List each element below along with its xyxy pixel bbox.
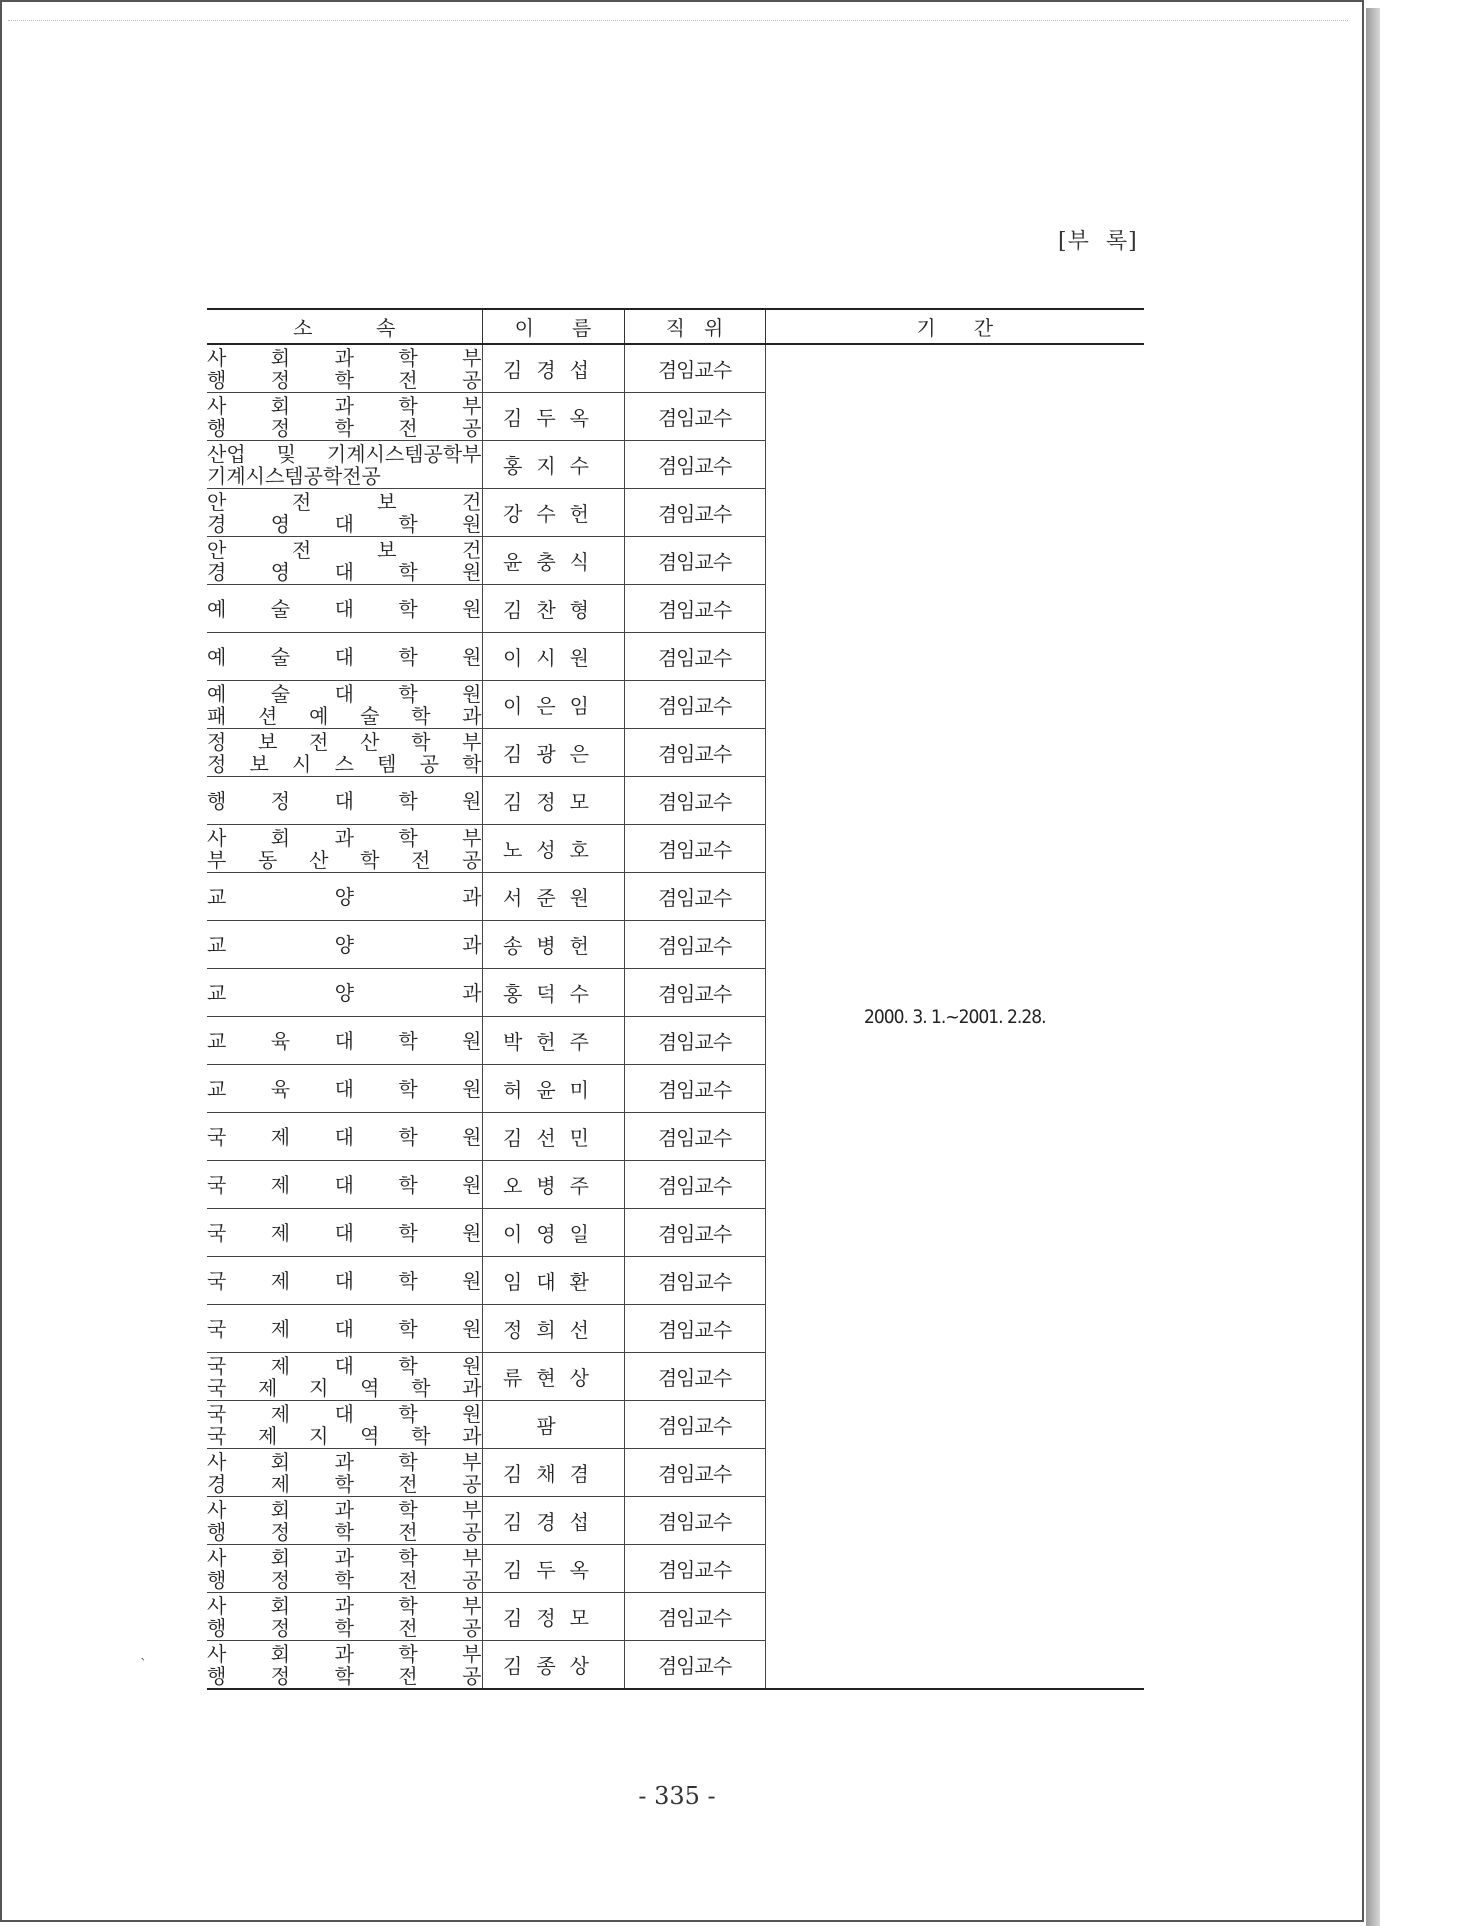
position-cell: 겸임교수 bbox=[624, 825, 765, 873]
position-cell: 겸임교수 bbox=[624, 921, 765, 969]
affiliation-line: 국 제 대 학 원 bbox=[207, 1269, 482, 1292]
affiliation-line: 경 영 대 학 원 bbox=[207, 512, 482, 535]
page-number: - 335 - bbox=[638, 1782, 716, 1810]
affiliation-line: 국 제 대 학 원 bbox=[207, 1317, 482, 1340]
position-cell: 겸임교수 bbox=[624, 729, 765, 777]
affiliation-cell bbox=[207, 1401, 482, 1449]
position-cell: 겸임교수 bbox=[624, 1161, 765, 1209]
affiliation-cell bbox=[207, 873, 482, 921]
affiliation-line: 국 제 지 역 학 과 bbox=[207, 1376, 482, 1399]
period-cell: 2000. 3. 1.~2001. 2.28. bbox=[765, 344, 1144, 1689]
affiliation-line: 국 제 대 학 원 bbox=[207, 1125, 482, 1148]
affiliation-line: 사 회 과 학 부 bbox=[207, 394, 482, 417]
affiliation-line: 예 술 대 학 원 bbox=[207, 682, 482, 705]
name-cell: 팜 bbox=[482, 1401, 624, 1449]
affiliation-line: 행 정 학 전 공 bbox=[207, 1520, 482, 1543]
position-cell: 겸임교수 bbox=[624, 1017, 765, 1065]
affiliation-line: 기계시스템공학전공 bbox=[207, 464, 381, 487]
position-cell: 겸임교수 bbox=[624, 1113, 765, 1161]
affiliation-line: 사 회 과 학 부 bbox=[207, 1546, 482, 1569]
affiliation-line: 부 동 산 학 전 공 bbox=[207, 848, 482, 871]
affiliation-cell bbox=[207, 681, 482, 729]
top-dotted-rule bbox=[8, 20, 1348, 21]
table-body bbox=[207, 344, 1144, 1689]
name-cell: 김정모 bbox=[482, 1593, 624, 1641]
affiliation-cell bbox=[207, 1161, 482, 1209]
affiliation-cell bbox=[207, 1113, 482, 1161]
name-cell: 서준원 bbox=[482, 873, 624, 921]
affiliation-cell bbox=[207, 1497, 482, 1545]
name-cell: 김경섭 bbox=[482, 344, 624, 393]
name-cell: 강수헌 bbox=[482, 489, 624, 537]
position-cell: 겸임교수 bbox=[624, 1209, 765, 1257]
name-cell: 김채겸 bbox=[482, 1449, 624, 1497]
affiliation-line: 행 정 학 전 공 bbox=[207, 368, 482, 391]
affiliation-cell bbox=[207, 393, 482, 441]
position-cell: 겸임교수 bbox=[624, 873, 765, 921]
position-cell: 겸임교수 bbox=[624, 969, 765, 1017]
affiliation-line: 교 양 과 bbox=[207, 933, 482, 956]
affiliation-line: 행 정 학 전 공 bbox=[207, 1616, 482, 1639]
table-row bbox=[207, 344, 1144, 393]
faculty-roster-table bbox=[207, 308, 1144, 1690]
stray-mark: ` bbox=[140, 1657, 147, 1673]
position-cell: 겸임교수 bbox=[624, 1401, 765, 1449]
affiliation-line: 예 술 대 학 원 bbox=[207, 645, 482, 668]
position-cell: 겸임교수 bbox=[624, 1305, 765, 1353]
name-cell: 김종상 bbox=[482, 1641, 624, 1690]
affiliation-line: 사 회 과 학 부 bbox=[207, 1594, 482, 1617]
position-cell: 겸임교수 bbox=[624, 1545, 765, 1593]
name-cell: 김선민 bbox=[482, 1113, 624, 1161]
name-cell: 박헌주 bbox=[482, 1017, 624, 1065]
affiliation-cell bbox=[207, 537, 482, 585]
affiliation-line: 국 제 대 학 원 bbox=[207, 1354, 482, 1377]
name-cell: 김두옥 bbox=[482, 393, 624, 441]
affiliation-line: 사 회 과 학 부 bbox=[207, 1450, 482, 1473]
affiliation-cell bbox=[207, 777, 482, 825]
position-cell: 겸임교수 bbox=[624, 777, 765, 825]
name-cell: 이시원 bbox=[482, 633, 624, 681]
affiliation-cell bbox=[207, 1353, 482, 1401]
position-cell: 겸임교수 bbox=[624, 489, 765, 537]
affiliation-cell bbox=[207, 344, 482, 393]
column-header-position: 직 위 bbox=[624, 309, 765, 344]
affiliation-cell bbox=[207, 1449, 482, 1497]
affiliation-cell bbox=[207, 1257, 482, 1305]
affiliation-line: 예 술 대 학 원 bbox=[207, 597, 482, 620]
affiliation-line: 국 제 대 학 원 bbox=[207, 1173, 482, 1196]
affiliation-cell bbox=[207, 585, 482, 633]
header-row bbox=[207, 309, 1144, 344]
name-cell: 노성호 bbox=[482, 825, 624, 873]
affiliation-cell bbox=[207, 825, 482, 873]
appendix-label: [부 록] bbox=[1058, 229, 1138, 254]
position-cell: 겸임교수 bbox=[624, 441, 765, 489]
affiliation-cell bbox=[207, 729, 482, 777]
column-header-name: 이 름 bbox=[482, 309, 624, 344]
affiliation-line: 국 제 지 역 학 과 bbox=[207, 1424, 482, 1447]
position-cell: 겸임교수 bbox=[624, 1593, 765, 1641]
name-cell: 류현상 bbox=[482, 1353, 624, 1401]
affiliation-line: 사 회 과 학 부 bbox=[207, 346, 482, 369]
name-cell: 이은임 bbox=[482, 681, 624, 729]
name-cell: 오병주 bbox=[482, 1161, 624, 1209]
column-header-affiliation: 소 속 bbox=[207, 309, 482, 344]
affiliation-cell bbox=[207, 1305, 482, 1353]
affiliation-cell bbox=[207, 1209, 482, 1257]
affiliation-cell bbox=[207, 489, 482, 537]
name-cell: 정희선 bbox=[482, 1305, 624, 1353]
affiliation-line: 교 육 대 학 원 bbox=[207, 1077, 482, 1100]
position-cell: 겸임교수 bbox=[624, 633, 765, 681]
name-cell: 윤충식 bbox=[482, 537, 624, 585]
affiliation-cell bbox=[207, 1545, 482, 1593]
affiliation-line: 안 전 보 건 bbox=[207, 490, 482, 513]
position-cell: 겸임교수 bbox=[624, 585, 765, 633]
affiliation-line: 정 보 시 스 템 공 학 bbox=[207, 752, 482, 775]
name-cell: 홍지수 bbox=[482, 441, 624, 489]
position-cell: 겸임교수 bbox=[624, 1257, 765, 1305]
position-cell: 겸임교수 bbox=[624, 1065, 765, 1113]
position-cell: 겸임교수 bbox=[624, 1353, 765, 1401]
name-cell: 김두옥 bbox=[482, 1545, 624, 1593]
position-cell: 겸임교수 bbox=[624, 681, 765, 729]
page-shadow bbox=[1366, 8, 1380, 1926]
affiliation-line: 패 션 예 술 학 과 bbox=[207, 704, 482, 727]
affiliation-line: 정 보 전 산 학 부 bbox=[207, 730, 482, 753]
affiliation-cell bbox=[207, 1641, 482, 1690]
name-cell: 임대환 bbox=[482, 1257, 624, 1305]
affiliation-line: 교 양 과 bbox=[207, 885, 482, 908]
position-cell: 겸임교수 bbox=[624, 537, 765, 585]
affiliation-line: 행 정 학 전 공 bbox=[207, 1568, 482, 1591]
column-header-period: 기 간 bbox=[765, 309, 1144, 344]
affiliation-line: 국 제 대 학 원 bbox=[207, 1402, 482, 1425]
name-cell: 김광은 bbox=[482, 729, 624, 777]
name-cell: 홍덕수 bbox=[482, 969, 624, 1017]
name-cell: 김경섭 bbox=[482, 1497, 624, 1545]
affiliation-cell bbox=[207, 969, 482, 1017]
name-cell: 김찬형 bbox=[482, 585, 624, 633]
name-cell: 송병헌 bbox=[482, 921, 624, 969]
position-cell: 겸임교수 bbox=[624, 1449, 765, 1497]
name-cell: 이영일 bbox=[482, 1209, 624, 1257]
affiliation-line: 사 회 과 학 부 bbox=[207, 1642, 482, 1665]
affiliation-line: 교 양 과 bbox=[207, 981, 482, 1004]
affiliation-line: 안 전 보 건 bbox=[207, 538, 482, 561]
affiliation-line: 산업 및 기계시스템공학부 bbox=[207, 442, 482, 465]
name-cell: 김정모 bbox=[482, 777, 624, 825]
affiliation-cell bbox=[207, 633, 482, 681]
position-cell: 겸임교수 bbox=[624, 1641, 765, 1690]
table-header bbox=[207, 309, 1144, 344]
position-cell: 겸임교수 bbox=[624, 1497, 765, 1545]
position-cell: 겸임교수 bbox=[624, 393, 765, 441]
affiliation-line: 행 정 대 학 원 bbox=[207, 789, 482, 812]
affiliation-cell bbox=[207, 1017, 482, 1065]
affiliation-cell bbox=[207, 921, 482, 969]
affiliation-line: 행 정 학 전 공 bbox=[207, 1664, 482, 1687]
affiliation-line: 교 육 대 학 원 bbox=[207, 1029, 482, 1052]
affiliation-cell bbox=[207, 441, 482, 489]
affiliation-cell bbox=[207, 1593, 482, 1641]
affiliation-cell bbox=[207, 1065, 482, 1113]
affiliation-line: 사 회 과 학 부 bbox=[207, 1498, 482, 1521]
name-cell: 허윤미 bbox=[482, 1065, 624, 1113]
affiliation-line: 행 정 학 전 공 bbox=[207, 416, 482, 439]
affiliation-line: 경 제 학 전 공 bbox=[207, 1472, 482, 1495]
affiliation-line: 사 회 과 학 부 bbox=[207, 826, 482, 849]
affiliation-line: 경 영 대 학 원 bbox=[207, 560, 482, 583]
affiliation-line: 국 제 대 학 원 bbox=[207, 1221, 482, 1244]
position-cell: 겸임교수 bbox=[624, 344, 765, 393]
